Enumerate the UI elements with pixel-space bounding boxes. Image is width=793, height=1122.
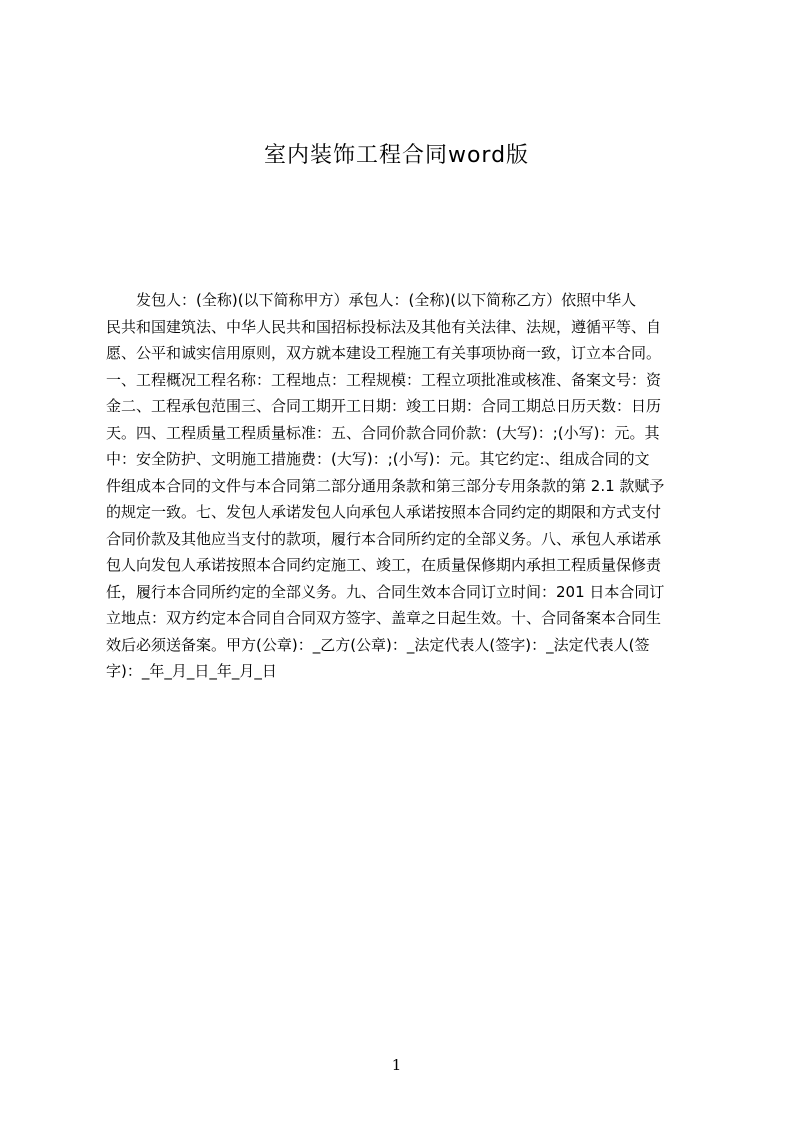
page-number: 1 <box>391 1056 402 1074</box>
body-line: 的规定一致。七、发包人承诺发包人向承包人承诺按照本合同约定的期限和方式支付 <box>106 503 662 521</box>
body-line: 立地点：双方约定本合同自合同双方签字、盖章之日起生效。十、合同备案本合同生 <box>106 609 662 627</box>
body-line: 中：安全防护、文明施工措施费：(大写)：;(小写)：元。其它约定:、组成合同的文 <box>106 450 650 468</box>
body-line: 件组成本合同的文件与本合同第二部分通用条款和第三部分专用条款的第 2.1 款赋予 <box>106 476 665 495</box>
body-line: 合同价款及其他应当支付的款项，履行本合同所约定的全部义务。八、承包人承诺承 <box>106 529 662 548</box>
body-line: 包人向发包人承诺按照本合同约定施工、竣工，在质量保修期内承担工程质量保修责 <box>106 556 662 574</box>
body-line: 民共和国建筑法、中华人民共和国招标投标法及其他有关法律、法规，遵循平等、自 <box>106 317 662 336</box>
document-title: 室内装饰工程合同word版 <box>263 143 530 168</box>
body-line: 发包人：(全称)(以下简称甲方）承包人：(全称)(以下简称乙方）依照中华人 <box>106 291 637 309</box>
body-line: 效后必须送备案。甲方(公章)：_乙方(公章)：_法定代表人(签字)：_法定代表人(签 <box>106 635 650 654</box>
body-line: 字)：_年_月_日_年_月_日 <box>106 662 277 680</box>
document-body <box>106 287 700 685</box>
body-line: 金二、工程承包范围三、合同工期开工日期：竣工日期：合同工期总日历天数：日历 <box>106 397 662 415</box>
body-line: 愿、公平和诚实信用原则，双方就本建设工程施工有关事项协商一致，订立本合同。 <box>106 344 662 362</box>
body-line: 天。四、工程质量工程质量标准：五、合同价款合同价款：(大写)：;(小写)：元。其 <box>106 423 660 442</box>
body-line: 一、工程概况工程名称：工程地点：工程规模：工程立项批准或核准、备案文号：资 <box>106 370 662 389</box>
body-line: 任，履行本合同所约定的全部义务。九、合同生效本合同订立时间：201 日本合同订 <box>106 582 665 601</box>
